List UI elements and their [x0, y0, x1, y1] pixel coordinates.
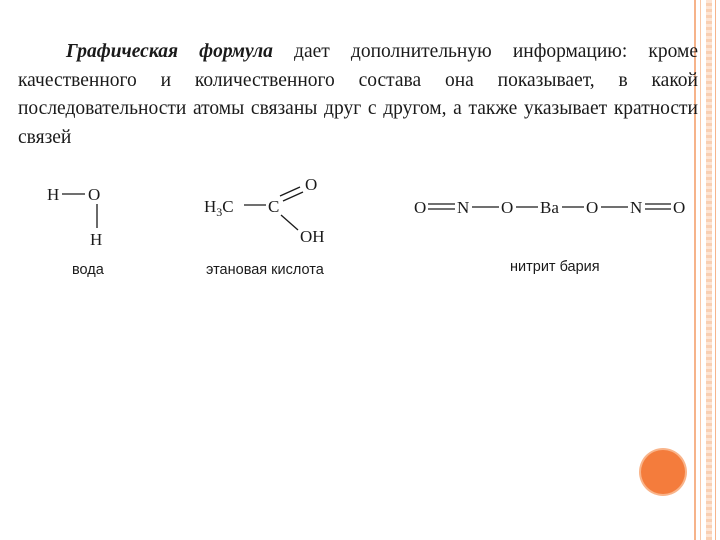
atom-o: O — [88, 185, 101, 204]
atom-o: O — [673, 198, 686, 217]
term-text: Графическая формула — [66, 41, 273, 62]
atom-o: O — [414, 198, 427, 217]
atom-o: O — [586, 198, 599, 217]
atom-h: H — [47, 185, 60, 204]
bond-single — [281, 215, 298, 230]
caption-water: вода — [72, 262, 104, 278]
formula-acetic-acid — [204, 175, 325, 246]
formula-water — [47, 185, 102, 249]
atom-o: O — [305, 175, 318, 194]
atom-o: O — [501, 198, 514, 217]
atom-oh: OH — [300, 227, 325, 246]
atom-c: C — [222, 197, 234, 216]
atom-n: N — [457, 198, 470, 217]
atom-group-h3c: $H_3C$ — [204, 197, 234, 219]
atom-c: C — [268, 197, 280, 216]
caption-acetic-acid: этановая кислота — [206, 262, 324, 278]
body-text: дает дополнительную информацию: кроме качественного и количественного состава она показывает, в какой последовательности атомы связаны друг с другом, а также указывает кратности связей — [18, 41, 698, 148]
atom-ba: Ba — [540, 198, 559, 217]
subscript-3: 3 — [216, 205, 223, 219]
caption-barium-nitrite: нитрит бария — [510, 259, 600, 275]
atom-n: N — [630, 198, 643, 217]
formula-barium-nitrite — [414, 198, 685, 217]
decorative-circle — [641, 450, 685, 494]
atom-h: H — [90, 230, 103, 249]
